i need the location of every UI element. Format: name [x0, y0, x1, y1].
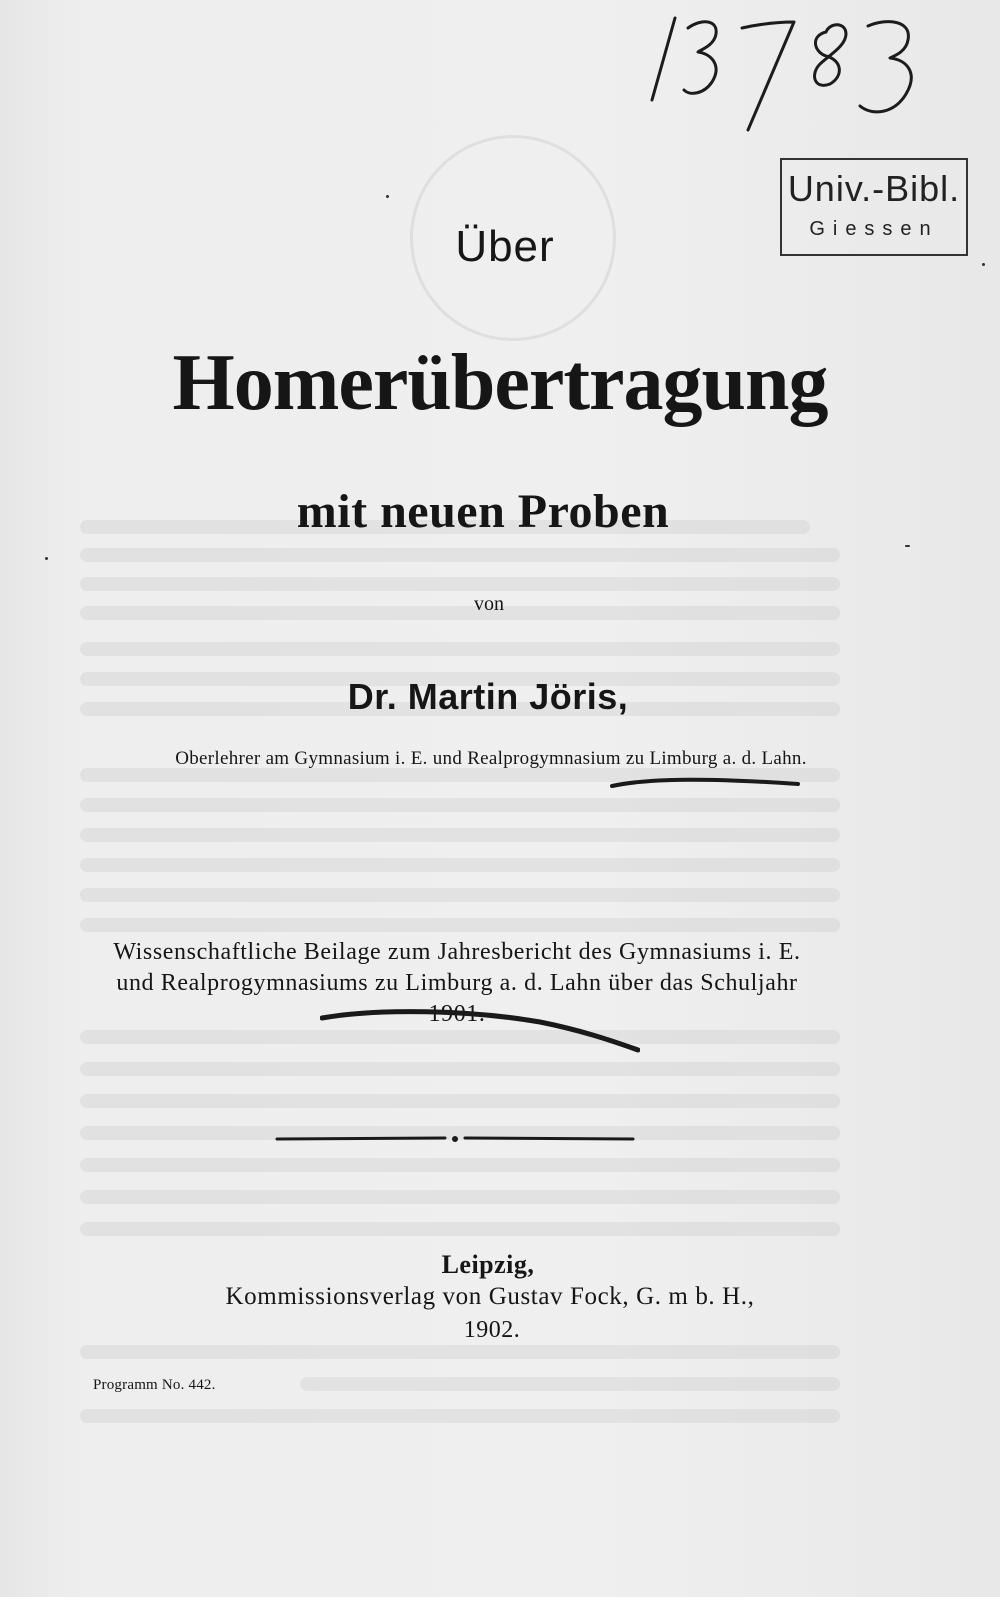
show-through-line	[80, 858, 840, 872]
supplement-year: 1901.	[428, 1001, 486, 1027]
handwritten-shelfmark	[650, 10, 940, 140]
show-through-line	[80, 1062, 840, 1076]
speck	[386, 195, 389, 198]
byline-preposition: von	[474, 593, 504, 615]
show-through-line	[80, 1222, 840, 1236]
divider-rule	[275, 1133, 635, 1145]
show-through-line	[80, 1190, 840, 1204]
show-through-line	[80, 918, 840, 932]
main-title: Homerübertragung	[172, 339, 828, 427]
show-through-line	[80, 888, 840, 902]
author-affiliation: Oberlehrer am Gymnasium i. E. und Realprogymnasium zu Limburg a. d. Lahn.	[175, 748, 807, 769]
show-through-line	[80, 828, 840, 842]
show-through-line	[80, 548, 840, 562]
library-stamp-line2: Giessen	[809, 218, 939, 240]
show-through-line	[80, 642, 840, 656]
speck	[905, 545, 910, 547]
speck	[45, 557, 48, 560]
subtitle: mit neuen Proben	[296, 485, 670, 538]
program-number: Programm No. 442.	[93, 1377, 216, 1393]
supplement-line1: Wissenschaftliche Beilage zum Jahresbericht des Gymnasiums i. E.	[113, 939, 801, 965]
show-through-line	[300, 1377, 840, 1391]
publication-year: 1902.	[463, 1317, 521, 1343]
library-stamp-line1: Univ.-Bibl.	[787, 168, 961, 209]
publisher: Kommissionsverlag von Gustav Fock, G. m b. H.,	[225, 1283, 755, 1310]
show-through-line	[80, 1345, 840, 1359]
decorative-rule	[610, 776, 800, 790]
show-through-line	[80, 577, 840, 591]
show-through-line	[80, 1409, 840, 1423]
author-name: Dr. Martin Jöris,	[347, 676, 629, 717]
decorative-swash	[320, 1004, 640, 1056]
title-preposition: Über	[455, 222, 555, 271]
show-through-line	[80, 1158, 840, 1172]
supplement-line2: und Realprogymnasiums zu Limburg a. d. Lahn über das Schuljahr	[116, 970, 798, 996]
show-through-line	[80, 1094, 840, 1108]
show-through-line	[80, 798, 840, 812]
publication-place: Leipzig,	[441, 1250, 535, 1279]
